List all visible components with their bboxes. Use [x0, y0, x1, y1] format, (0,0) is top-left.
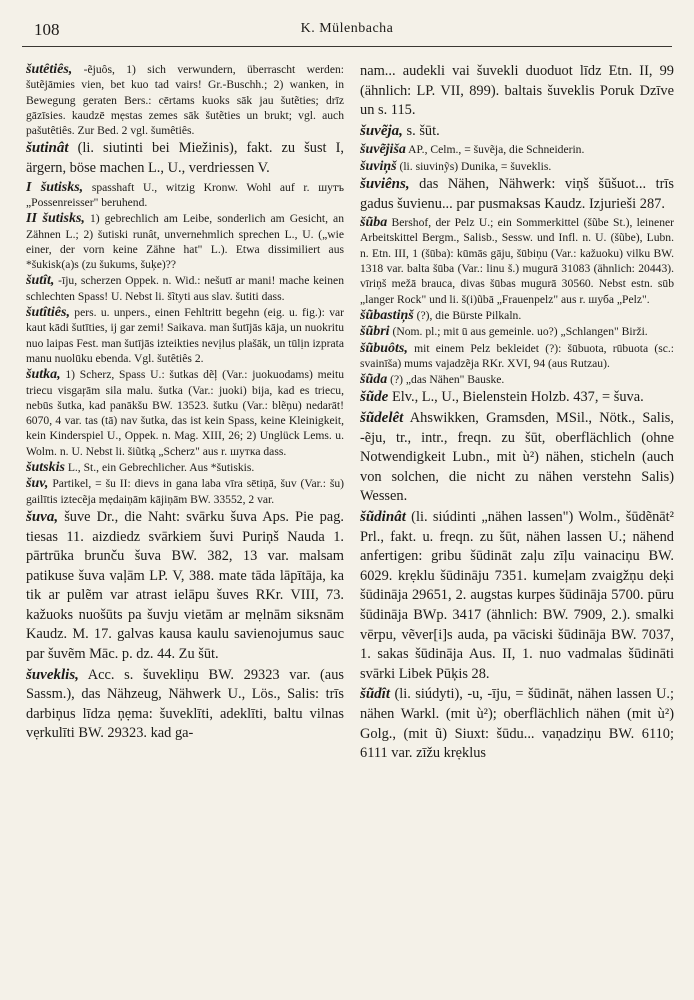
- dictionary-entry: [360, 324, 674, 339]
- entry-body: -ẽjuôs, 1) sich verwundern, überrascht werden: šutẽjāmies vien, bet kuo tad vairs! Gr.-Buschh.; 2) wanken, in Bewegung geraten Bers.: cērtams kuoks sāk jau šutẽties; drīz gāzīsies. kaudzē mẹstas zemes sāk šutẽties un brukt; vgl. auch pašutêtiês. Zur Bed. 2 vgl. šumêtiês.: [26, 63, 344, 138]
- dictionary-entry: [26, 666, 344, 744]
- dictionary-entry: [360, 62, 674, 121]
- entry-body: Elv., L., U., Bielenstein Holzb. 437, = šuva.: [388, 389, 644, 406]
- entry-body: (li. siutinti bei Miežinis), fakt. zu šust I, ärgern, böse machen L., U., verdriessen V.: [26, 140, 344, 177]
- dictionary-entry: [26, 211, 344, 272]
- running-title: K. Mülenbacha: [300, 21, 394, 36]
- entry-headword: šuv,: [26, 476, 49, 492]
- entry-headword: šutêtiês,: [26, 62, 73, 77]
- entry-body: 1) gebrechlich am Leibe, sonderlich am Gesicht, an Zähnen L.; 2) šutiski runât, unvernehmlich sprechen L., U. („wie einer, der vorn keine Zähne hat" L.). Etwa dissimiliert aus *šukisk(a)s (zu šukums, šuķe)??: [26, 212, 344, 272]
- dictionary-entry: [360, 409, 674, 507]
- entry-headword: šũdelêt: [360, 410, 404, 427]
- dictionary-entry: [360, 175, 674, 214]
- entry-body: Ahswikken, Gramsden, MSil., Nötk., Salis, -ẽju, tr., intr., freqn. zu šūt, oberflächlich (ohne Notwendigkeit Lubn., mit ù²) nähen, sticheln (auch von solchen, die nicht zu nähen verstehn Salis) Wessen.: [360, 410, 674, 505]
- dictionary-entry: [26, 273, 344, 304]
- entry-body: (?), die Bürste Pilkaln.: [413, 308, 522, 322]
- entry-headword: I šutisks,: [26, 179, 84, 195]
- entry-body: (li. siúdyti), -u, -īju, = šūdināt, nähen lassen U.; nähen Warkl. (mit ù²); oberflächlich nähen (mit ù²) Golg., (mit ũ) Siuxt: šūdu... vaņadziņu BW. 6110; 6111 var. zīžu krẹklus: [360, 686, 674, 762]
- entry-body: Partikel, = šu II: dievs in gana laba vīra sētiņā, šuv (Var.: šu) gailītis iztecẽja mẹdaiņām kājiņām BW. 33552, 2 var.: [26, 477, 344, 506]
- dictionary-entry: [26, 367, 344, 459]
- dictionary-entry: [360, 341, 674, 372]
- entry-body: das Nähen, Nähwerk: viņš šūšuot... trīs gadus šuvienu... par pusmaksas Kaudz. Izjurieši 287.: [360, 175, 674, 212]
- dictionary-entry: [26, 139, 344, 178]
- page-header: [22, 20, 672, 47]
- entry-headword: šutskis: [26, 460, 65, 476]
- dictionary-entry: [26, 180, 344, 211]
- entry-body: 1) Scherz, Spass U.: šutkas dẽļ (Var.: juokuodams) meitu triecu visgaŗām sila malu. šutka (Var.: juoki) bija, kad es triecu, nebūs šutka, kad panākšu BW. 13523. šutku (Var.: blẽņu) nedarāt! 6070, 4 var. tas (tā) nav šutka, das ist kein Spass, keine Kleinigkeit, kein Kinderspiel U., Oppek. n. Mag. XIII, 26; 2) Unglück Lems. u. Wolm. n. U. Nebst li. šiũtką „Scherz" aus r. шутка dass.: [26, 368, 344, 458]
- entry-headword: II šutisks,: [26, 211, 85, 227]
- entry-headword: šũbastiņš: [360, 307, 414, 323]
- entry-body: nam... audekli vai šuvekli duoduot līdz Etn. II, 99 (ähnlich: LP. VII, 899). baltais šuveklis Poruk Dzīve un s. 115.: [360, 63, 674, 119]
- dictionary-entry: [360, 159, 674, 174]
- entry-headword: šũda: [360, 372, 388, 388]
- dictionary-entry: [26, 476, 344, 507]
- entry-headword: šuviņš: [360, 158, 397, 174]
- entry-body: mit einem Pelz bekleidet (?): šūbuota, rūbuota (sc.: svainīša) mums vajadzẽja RKr. XVI, 94 (aus Rutzau).: [360, 341, 674, 370]
- page-number: 108: [34, 20, 60, 39]
- right-column: [360, 62, 674, 988]
- entry-headword: šũbuôts,: [360, 340, 408, 356]
- dictionary-entry: [26, 460, 344, 475]
- entry-headword: šutinât: [26, 140, 69, 157]
- entry-body: -īju, scherzen Oppek. n. Wid.: nešutī ar mani! mache keinen schlechten Spass! U. Nebst li. šĩtyti aus slav. šutiti dass.: [26, 274, 344, 303]
- entry-headword: šuviêns,: [360, 175, 410, 192]
- entry-body: (li. siúdinti „nähen lassen") Wolm., šūdẽnāt² Prl., fakt. u. freqn. zu šūt, nähen lassen U.; nähend anfertigen: gribu šūdināt zaļu zīļu vainaciņu BW. 6029. krẹklu šūdināju 7351. kumeļam zvaigžņu deķi šūdināja 29651, 2. augstas kurpes šūdināja 5700. pūru šūdināja BWp. 3417 (ähnlich: BW. 7909, 2.). smalki vērpu, vẽver[i]s auda, pa vāciski šūdināja BW. 7037, 1. sakas šūdināja Aus. II, 1. nuo vadmalas šūdināti svārki Libek Pūķis 28.: [360, 508, 674, 682]
- dictionary-entry: [360, 388, 674, 408]
- entry-headword: šutît,: [26, 273, 55, 289]
- entry-headword: šuva,: [26, 508, 59, 525]
- dictionary-entry: [360, 142, 674, 157]
- dictionary-entry: [26, 508, 344, 665]
- entry-body: (?) „das Nähen" Bauske.: [387, 373, 505, 387]
- entry-body: (Nom. pl.; mit ū aus gemeinle. uo?) „Schlangen" Birži.: [389, 325, 648, 339]
- dictionary-entry: [360, 372, 674, 387]
- entry-body: šuve Dr., die Naht: svārku šuva Aps. Pie pag. tiesas 11. aizdiedz svārkiem šuvi Puriņš Nauda 1. pārtrūka brunču šuva BW. 382, 13 var. malsam patikuse šuva vaļām LP. V, 388. mate tāda lāpītāja, ka tik ar pulẽm var atrast ielāpu šuves RKr. VIII, 73. kažuoks nuošūts pa šuvju vietām ar mẹlnām siksnām Kaudz. M. 17. galvas kausa kaulu savienojumus sauc par šuvẽm Māc. p. dz. 44. Zu šūt.: [26, 508, 344, 663]
- entry-body: Bershof, der Pelz U.; ein Sommerkittel (šũbe St.), leinener Arbeitskittel Bergm., Salisb., Sessw. und Infl. n. U. (šũbe), Lubn. n. Etn. III, 1 (šūba): kūmās gāju, šūbiņu (Var.: kažuoku) vilku BW. 1318 var. balta šūba (Var.: linu š.) mugurā 31083 (ähnlich: 20443). vīriņš mežā brauca, divas šūbas mugurā 30560. Nebst estn. sūb „langer Rock" und li. š(i)ũbā „Frauenpelz" aus r. шуба „Pelz".: [360, 216, 674, 306]
- dictionary-entry: [360, 308, 674, 323]
- dictionary-entry: [360, 215, 674, 307]
- left-column: [26, 62, 344, 988]
- entry-body: L., St., ein Gebrechlicher. Aus *šutiskis.: [64, 461, 255, 475]
- entry-body: AP., Celm., = šuvẽja, die Schneiderin.: [405, 143, 585, 157]
- entry-headword: šũdinât: [360, 508, 406, 525]
- entry-headword: šutka,: [26, 367, 61, 383]
- dictionary-entry: [26, 305, 344, 366]
- entry-headword: šuvẽja,: [360, 122, 403, 139]
- dictionary-entry: [360, 685, 674, 763]
- entry-body: pers. u. unpers., einen Fehltritt begehn (eig. u. fig.): var kaut kādi šutīties, ij gar zemi! Saikava. man šutījās kāja, un nuokritu nuo laipas Fest. man šutījās izteikties nevịlus plašāk, un tūlịn izprata manu nuolūku ebenda. Vgl. šutêtiês 2.: [26, 306, 344, 365]
- entry-headword: šũbri: [360, 324, 390, 340]
- entry-headword: šũba: [360, 215, 388, 231]
- entry-headword: šuvẽjiša: [360, 142, 406, 158]
- entry-body: (li. siuvinỹs) Dunika, = šuveklis.: [396, 159, 552, 173]
- entry-headword: šuveklis,: [26, 666, 79, 683]
- entry-headword: šũde: [360, 389, 389, 406]
- entry-body: s. šūt.: [402, 122, 440, 139]
- entry-body: Acc. s. šuvekliņu BW. 29323 var. (aus Sassm.), das Nähzeug, Nähwerk U., Lös., Salis: trīs darbiņus līdza ņẹma: šuveklīti, adeklīti, baltu vilnas vẹrkulīti BW. 29323. kad ga-: [26, 666, 344, 742]
- entry-headword: šũdît: [360, 686, 391, 703]
- dictionary-entry: [360, 122, 674, 142]
- entry-headword: šutîtiês,: [26, 305, 70, 321]
- entry-body: spasshaft U., witzig Kronw. Wohl auf r. шутъ „Possenreisser" beruhend.: [26, 180, 344, 209]
- dictionary-entry: [26, 62, 344, 138]
- dictionary-entry: [360, 508, 674, 684]
